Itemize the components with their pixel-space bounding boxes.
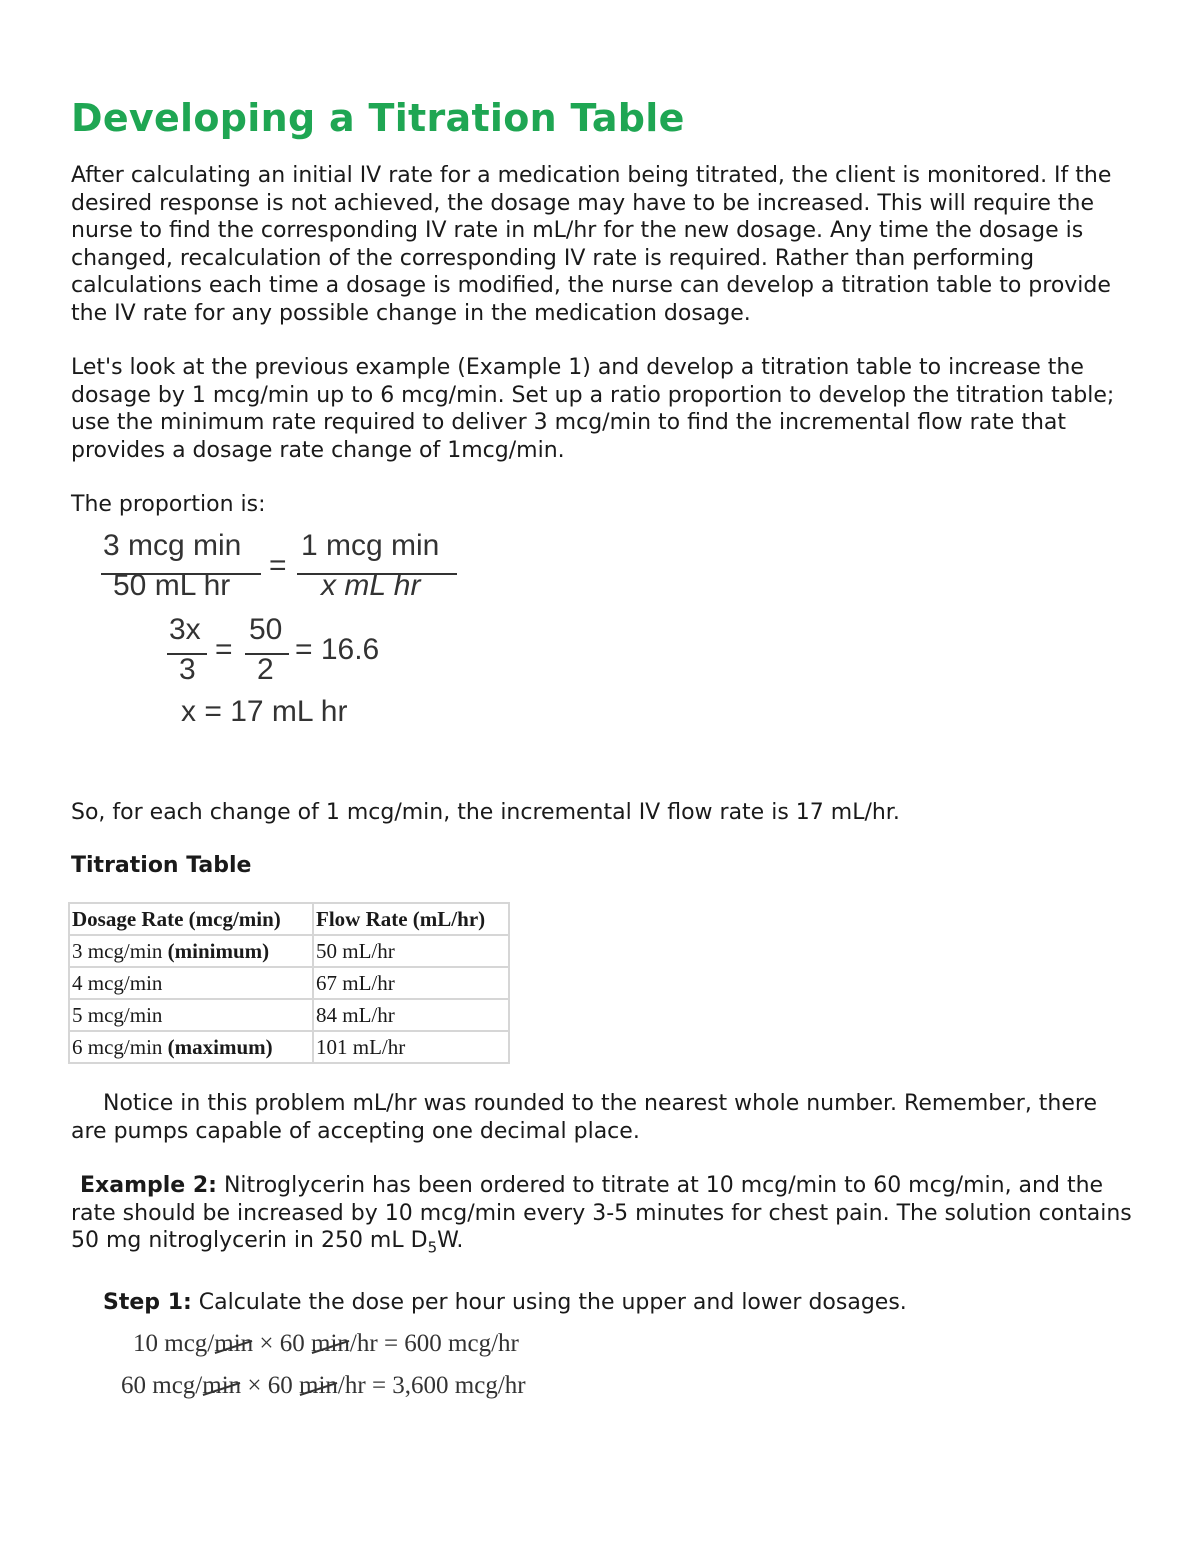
dose-cell: 4 mcg/min bbox=[72, 970, 163, 995]
rate-cell: 101 mL/hr bbox=[313, 1031, 509, 1063]
cancelled-unit: min bbox=[214, 1330, 254, 1358]
example-paragraph: Let's look at the previous example (Example 1) and develop a titration table to increase the dosage by 1 mcg/min up to 6 mcg/min. Set up a ratio proportion to develop the titration table; use the minimum rate required to deliver 3 mcg/min to find the incremental flow rate that provides a dosage rate change of 1mcg/min. bbox=[71, 355, 1115, 463]
titration-table bbox=[68, 902, 510, 1064]
rate-cell: 84 mL/hr bbox=[313, 999, 509, 1031]
calc-line-lower bbox=[133, 1330, 519, 1358]
example2-paragraph bbox=[71, 1172, 1136, 1262]
rounding-note: Notice in this problem mL/hr was rounded to the nearest whole number. Remember, there are pumps capable of accepting one decimal place. bbox=[71, 1091, 1098, 1144]
result-16-6: = 16.6 bbox=[295, 632, 380, 666]
intro-paragraph: After calculating an initial IV rate for a medication being titrated, the client is monitored. If the desired response is not achieved, the dosage may have to be increased. This will require the nurse to find the corresponding IV rate in mL/hr for the new dosage. Any time the dosage is changed, recalculation of the corresponding IV rate is required. Rather than performing calculations each time a dosage is modified, the nurse can develop a titration table to provide the IV rate for any possible change in the medication dosage. bbox=[71, 163, 1112, 326]
page-title: Developing a Titration Table bbox=[71, 96, 685, 140]
result-x: x = 17 mL hr bbox=[181, 694, 348, 728]
table-row bbox=[69, 935, 509, 967]
table-header-row bbox=[69, 903, 509, 935]
step1-paragraph bbox=[71, 1289, 1136, 1317]
table-row bbox=[69, 967, 509, 999]
header-flow-rate: Flow Rate (mL/hr) bbox=[313, 903, 509, 935]
flow-rate-summary: So, for each change of 1 mcg/min, the incremental IV flow rate is 17 mL/hr. bbox=[71, 799, 900, 825]
table-row bbox=[69, 1031, 509, 1063]
equals-sign-2: = bbox=[215, 632, 233, 666]
fraction4-denominator: 2 bbox=[257, 652, 274, 686]
calc-text: /hr = 600 mcg/hr bbox=[349, 1330, 519, 1358]
dose-per-hour-calculation bbox=[71, 1330, 1136, 1430]
document-page bbox=[71, 96, 1136, 1430]
fraction3-numerator: 3x bbox=[169, 612, 201, 646]
calc-text: 60 mcg/ bbox=[121, 1372, 203, 1400]
cancelled-unit: min bbox=[202, 1372, 242, 1400]
fraction1-denominator: 50 mL hr bbox=[113, 568, 231, 602]
example2-tail: W. bbox=[437, 1228, 464, 1253]
equals-sign-1: = bbox=[269, 548, 287, 582]
dose-cell: 6 mcg/min bbox=[72, 1034, 163, 1059]
example2-label: Example 2: bbox=[80, 1173, 217, 1198]
cancelled-unit: min bbox=[311, 1330, 350, 1358]
rate-cell: 50 mL/hr bbox=[313, 935, 509, 967]
calc-text: × 60 bbox=[241, 1372, 300, 1400]
example2-text: Nitroglycerin has been ordered to titrate at 10 mcg/min to 60 mcg/min, and the rate should be increased by 10 mcg/min every 3-5 minutes for chest pain. The solution contains 50 mg nitroglycerin in 250 mL D bbox=[71, 1173, 1132, 1253]
header-dosage-rate: Dosage Rate (mcg/min) bbox=[69, 903, 313, 935]
calc-line-upper bbox=[121, 1372, 526, 1400]
proportion-label: The proportion is: bbox=[71, 492, 266, 517]
calc-text: /hr = 3,600 mcg/hr bbox=[337, 1372, 526, 1400]
dose-cell: 5 mcg/min bbox=[72, 1002, 163, 1027]
step1-text: Calculate the dose per hour using the upper and lower dosages. bbox=[191, 1289, 907, 1315]
table-heading: Titration Table bbox=[71, 853, 252, 878]
dose-note: (maximum) bbox=[167, 1034, 273, 1059]
dose-note: (minimum) bbox=[167, 938, 270, 963]
fraction4-numerator: 50 bbox=[249, 612, 283, 646]
rate-cell: 67 mL/hr bbox=[313, 967, 509, 999]
step1-label: Step 1: bbox=[103, 1289, 192, 1315]
calc-text: × 60 bbox=[253, 1330, 312, 1358]
proportion-equation bbox=[71, 529, 1136, 769]
table-row bbox=[69, 999, 509, 1031]
fraction2-denominator: x mL hr bbox=[321, 568, 421, 602]
cancelled-unit: min bbox=[299, 1372, 338, 1400]
dose-cell: 3 mcg/min bbox=[72, 938, 163, 963]
fraction3-denominator: 3 bbox=[179, 652, 196, 686]
calc-text: 10 mcg/ bbox=[133, 1330, 215, 1358]
fraction2-numerator: 1 mcg min bbox=[301, 528, 440, 562]
example2-subscript: 5 bbox=[427, 1238, 438, 1257]
fraction1-numerator: 3 mcg min bbox=[103, 528, 242, 562]
